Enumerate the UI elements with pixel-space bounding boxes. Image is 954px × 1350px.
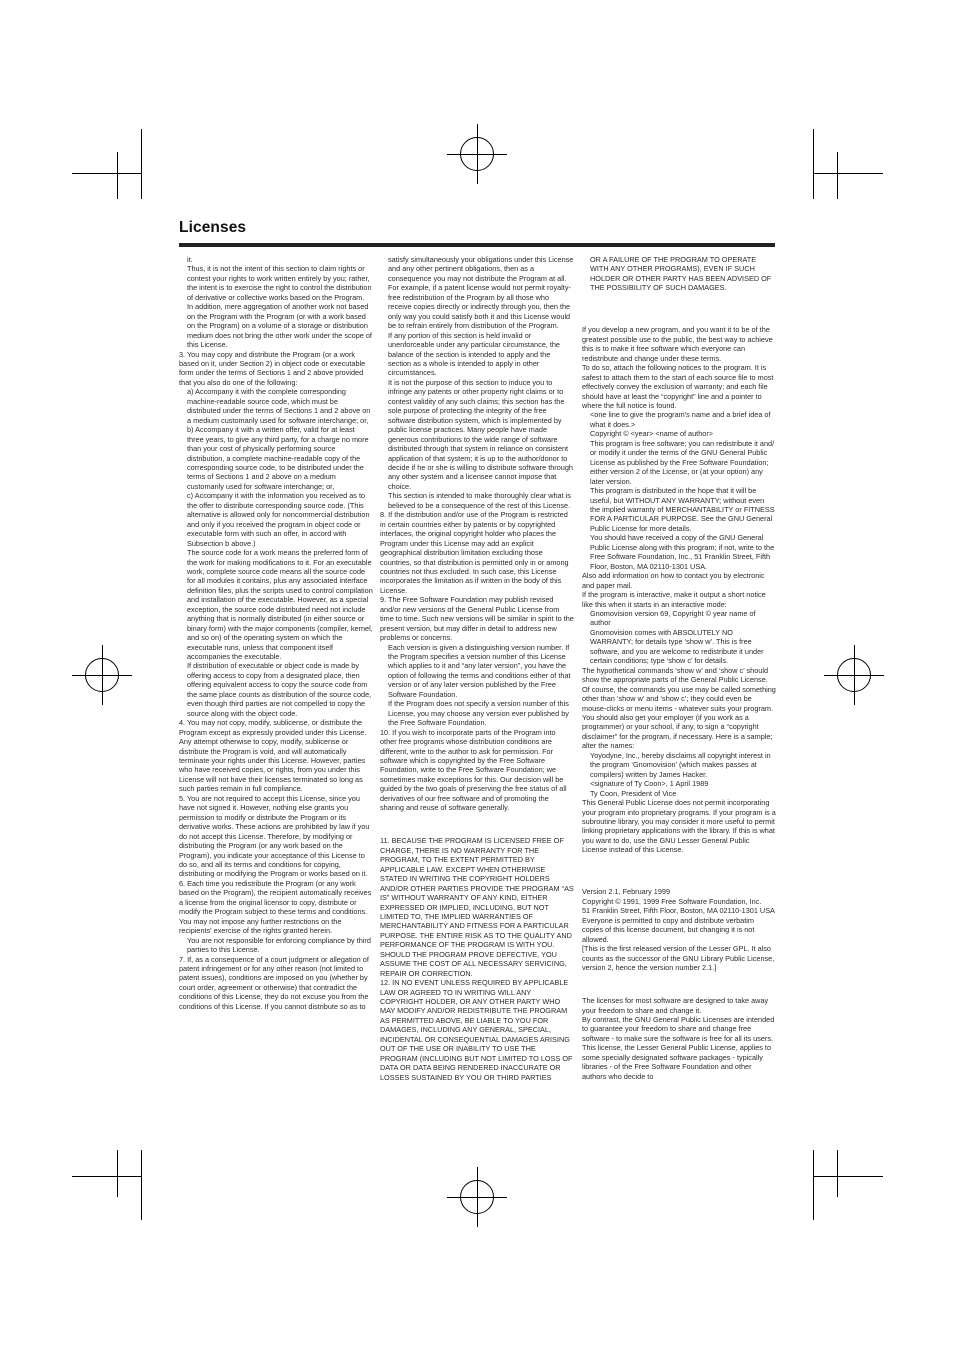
license-paragraph: 8. If the distribution and/or use of the Program is restricted in certain countries either by patents or by copyrighted interfaces, the original copyright holder who places the Program under this License may add an explicit geographical distribution limitation excluding those countries, so that distribution is permitted only in or among countries not thus excluded. In such case, this License incorporates the limitation as if written in the body of this License. (380, 510, 571, 595)
license-paragraph: To do so, attach the following notices to the program. It is safest to attach them to the start of each source file to most effectively convey the exclusion of warranty; and each file should have at least the “copyright” line and a pointer to where the full notice is found. (582, 363, 776, 411)
paragraph-gap (582, 862, 776, 880)
license-paragraph: Copyright © 1991, 1999 Free Software Foundation, Inc. (582, 896, 762, 906)
crop-mark (813, 173, 883, 174)
crop-mark (141, 129, 142, 199)
license-paragraph: The hypothetical commands ‘show w’ and ‘show c’ should show the appropriate parts of the General Public License. Of course, the commands you use may be called something other than ‘show w’ and ‘show c’; they could even be mouse-clicks or menu items - whatever suits your program. (582, 665, 778, 713)
registration-mark (85, 658, 119, 692)
license-paragraph: Gnomovision comes with ABSOLUTELY NO WARRANTY; for details type ‘show w’. This is free software, and you are welcome to redistribute it under certain conditions; type ‘show c’ for details. (590, 627, 766, 666)
license-paragraph: The licenses for most software are designed to take away your freedom to share and change it. (582, 996, 771, 1015)
license-paragraph: 11. BECAUSE THE PROGRAM IS LICENSED FREE OF CHARGE, THERE IS NO WARRANTY FOR THE PROGRAM, TO THE EXTENT PERMITTED BY APPLICABLE LAW. EXCEPT WHEN OTHERWISE STATED IN WRITING THE COPYRIGHT HOLDERS AND/OR OTHER PARTIES PROVIDE THE PROGRAM “AS IS” WITHOUT WARRANTY OF ANY KIND, EITHER EXPRESSED OR IMPLIED, INCLUDING, BUT NOT LIMITED TO, THE IMPLIED WARRANTIES OF MERCHANTABILITY AND FITNESS FOR A PARTICULAR PURPOSE. THE ENTIRE RISK AS TO THE QUALITY AND PERFORMANCE OF THE PROGRAM IS WITH YOU. SHOULD THE PROGRAM PROVE DEFECTIVE, YOU ASSUME THE COST OF ALL NECESSARY SERVICING, REPAIR OR CORRECTION. (380, 836, 576, 978)
license-paragraph: This program is free software; you can redistribute it and/ or modify it under the terms of the GNU General Public License as published by the Free Software Foundation; either version 2 of the License, or (at your option) any later version. (590, 438, 777, 486)
license-paragraph: Gnomovision version 69, Copyright © year name of author (590, 609, 758, 628)
license-paragraph: In addition, mere aggregation of another work not based on the Program with the Program (or with a work based on the Program) on a volume of a storage or distribution medium does not bring the other work under the scope of this License. (187, 302, 374, 350)
license-paragraph: Thus, it is not the intent of this section to claim rights or contest your rights to work written entirely by you; rather, the intent is to exercise the right to control the distribution of derivative or collective works based on the Program. (187, 264, 374, 302)
license-paragraph: Each version is given a distinguishing version number. If the Program specifies a version number of this License which applies to it and “any later version”, you have the option of following the terms and conditions either of that version or of any later version published by the Free Software Foundation. (388, 642, 573, 699)
license-paragraph: This program is distributed in the hope that it will be useful, but WITHOUT ANY WARRANTY; without even the implied warranty of MERCHANTABILITY or FITNESS FOR A PARTICULAR PURPOSE. See the GNU General Public License for more details. (590, 486, 777, 533)
license-paragraph: c) Accompany it with the information you received as to the offer to distribute corresponding source code. (This alternative is allowed only for noncommercial distribution and only if you received the program in object code or executable form with such an offer, in accord with Subsection b above.) (187, 491, 372, 548)
license-paragraph: If the Program does not specify a version number of this License, you may choose any version ever published by the Free Software Foundation. (388, 699, 571, 728)
crop-mark (117, 152, 118, 199)
page-title: Licenses (179, 219, 247, 236)
license-paragraph: 4. You may not copy, modify, sublicense, or distribute the Program except as expressly provided under this License. Any attempt otherwise to copy, modify, sublicense or distribute the Program is void, and will automatically terminate your rights under this License. However, parties who have received copies, or rights, from you under this License will not have their licenses terminated so long as such parties remain in full compliance. (179, 718, 369, 794)
license-paragraph: You should also get your employer (if you work as a programmer) or your school, if any, to sign a “copyright disclaimer” for the program, if necessary. Here is a sample; alter the names: (582, 712, 775, 751)
license-paragraph: 6. Each time you redistribute the Program (or any work based on the Program), the recipient automatically receives a license from the original licensor to copy, distribute or modify the Program subject to these terms and conditions. You may not impose any further restrictions on the recipients' exercise of the rights granted herein. (179, 878, 374, 936)
license-paragraph: it. (187, 255, 193, 264)
crop-mark (813, 1176, 883, 1177)
registration-mark (460, 1180, 494, 1214)
license-paragraph: The source code for a work means the preferred form of the work for making modifications to it. For an executable work, complete source code means all the source code for all modules it contains, plus any associated interface definition files, plus the scripts used to control compilation and installation of the executable. However, as a special exception, the source code distributed need not include anything that is normally distributed (in either source or binary form) with the major components (compiler, kernel, and so on) of the operating system on which the executable runs, unless that component itself accompanies the executable. (187, 548, 375, 662)
crop-mark (72, 1176, 142, 1177)
title-rule (179, 243, 775, 247)
text-column-2 (380, 255, 574, 1082)
crop-mark (72, 173, 142, 174)
license-paragraph: If distribution of executable or object code is made by offering access to copy from a designated place, then offering equivalent access to copy the source code from the same place counts as distribution of the source code, even though third parties are not compelled to copy the source along with the object code. (187, 661, 374, 718)
license-paragraph: By contrast, the GNU General Public Licenses are intended to guarantee your freedom to share and change free software - to make sure the software is free for all its users. This license, the Lesser General Public License, applies to some specially designated software packages - typically libraries - of the Free Software Foundation and other authors who decide to (582, 1014, 777, 1081)
paragraph-gap (380, 820, 574, 829)
crop-mark (141, 1150, 142, 1220)
license-paragraph: It is not the purpose of this section to induce you to infringe any patents or other property right claims or to contest validity of any such claims; this section has the sole purpose of protecting the integrity of the free software distribution system, which is implemented by public license practices. Many people have made generous contributions to the wide range of software distributed through that system in reliance on consistent application of that system; it is up to the author/donor to decide if he or she is willing to distribute software through any other system and a licensee cannot impose that choice. (388, 377, 575, 491)
license-paragraph: 5. You are not required to accept this License, since you have not signed it. However, nothing else grants you permission to modify or distribute the Program or its derivative works. These actions are prohibited by law if you do not accept this License. Therefore, by modifying or distributing the Program (or any work based on the Program), you indicate your acceptance of this License to do so, and all its terms and conditions for copying, distributing or modifying the Program or works based on it. (179, 793, 372, 879)
license-paragraph: 51 Franklin Street, Fifth Floor, Boston, MA 02110-1301 USA (582, 906, 775, 916)
license-paragraph: Everyone is permitted to copy and distribute verbatim copies of this license document, but changing it is not allowed. (582, 915, 757, 944)
crop-mark (837, 1150, 838, 1197)
crop-mark (813, 1150, 814, 1220)
paragraph-gap (582, 300, 776, 318)
license-paragraph: You are not responsible for enforcing compliance by third parties to this License. (187, 935, 373, 955)
registration-mark (460, 137, 494, 171)
license-paragraph: This General Public License does not permit incorporating your program into proprietary programs. If your program is a subroutine library, you may consider it more useful to permit linking proprietary applications with the library. If this is what you want to do, use the GNU Lesser General Public License instead of this License. (582, 798, 778, 855)
crop-mark (837, 152, 838, 199)
license-paragraph: This section is intended to make thoroughly clear what is believed to be a consequence of the rest of this License. (388, 491, 573, 510)
license-paragraph: You should have received a copy of the GNU General Public License along with this program; if not, write to the Free Software Foundation, Inc., 51 Franklin Street, Fifth Floor, Boston, MA 02110-1301 USA. (590, 533, 777, 571)
license-paragraph: Yoyodyne, Inc., hereby disclaims all copyright interest in the program ‘Gnomovision’ (which makes passes at compilers) written by James Hacker. (590, 750, 773, 779)
license-paragraph: Version 2.1, February 1999 (582, 887, 671, 897)
license-paragraph: b) Accompany it with a written offer, valid for at least three years, to give any third party, for a charge no more than your cost of physically performing source distribution, a complete machine-readable copy of the corresponding source code, to be distributed under the terms of Sections 1 and 2 above on a medium customarily used for software interchange; or, (187, 425, 371, 491)
text-column-3 (582, 255, 776, 1081)
license-paragraph: Also add information on how to contact you by electronic and paper mail. (582, 571, 767, 590)
license-paragraph: If any portion of this section is held invalid or unenforceable under any particular circumstance, the balance of the section is intended to apply and the section as a whole is intended to apply in other circumstances. (388, 330, 563, 378)
registration-mark (837, 658, 871, 692)
license-paragraph: 3. You may copy and distribute the Program (or a work based on it, under Section 2) in object code or executable form under the terms of Sections 1 and 2 above provided that you also do one of the following: (179, 349, 368, 387)
paragraph-gap (582, 980, 776, 989)
text-column-1 (179, 255, 373, 1011)
license-paragraph: a) Accompany it with the complete corresponding machine-readable source code, which must be distributed under the terms of Sections 1 and 2 above on a medium customarily used for software interchange; or, (187, 387, 373, 425)
license-paragraph: <signature of Ty Coon>, 1 April 1989 (590, 779, 709, 789)
license-paragraph: If the program is interactive, make it output a short notice like this when it starts in an interactive mode: (582, 590, 768, 609)
crop-mark (813, 129, 814, 199)
license-paragraph: Ty Coon, President of Vice (590, 788, 677, 798)
license-paragraph: Copyright © <year> <name of author> (590, 429, 714, 439)
license-paragraph: OR A FAILURE OF THE PROGRAM TO OPERATE WITH ANY OTHER PROGRAMS), EVEN IF SUCH HOLDER OR OTHER PARTY HAS BEEN ADVISED OF THE POSSIBILITY OF SUCH DAMAGES. (590, 255, 774, 293)
license-paragraph: 10. If you wish to incorporate parts of the Program into other free programs whose distribution conditions are different, write to the author to ask for permission. For software which is copyrighted by the Free Software Foundation, write to the Free Software Foundation; we sometimes make exceptions for this. Our decision will be guided by the two goals of preserving the free status of all derivatives of our free software and of promoting the sharing and reuse of software generally. (380, 727, 569, 813)
license-paragraph: 7. If, as a consequence of a court judgment or allegation of patent infringement or for any other reason (not limited to patent issues), conditions are imposed on you (whether by court order, agreement or otherwise) that contradict the conditions of this License, they do not excuse you from the conditions of this License. If you cannot distribute so as to (179, 954, 371, 1011)
license-paragraph: [This is the first released version of the Lesser GPL. It also counts as the successor of the GNU Library Public License, version 2, hence the version number 2.1.] (582, 944, 777, 972)
license-paragraph: If you develop a new program, and you want it to be of the greatest possible use to the public, the best way to achieve this is to make it free software which everyone can redistribute and change under these terms. (582, 325, 775, 363)
license-paragraph: <one line to give the program's name and a brief idea of what it does.> (590, 410, 773, 429)
license-paragraph: 9. The Free Software Foundation may publish revised and/or new versions of the General Public License from time to time. Such new versions will be similar in spirit to the present version, but may differ in detail to address new problems or concerns. (380, 595, 576, 643)
license-paragraph: 12. IN NO EVENT UNLESS REQUIRED BY APPLICABLE LAW OR AGREED TO IN WRITING WILL ANY COPYRIGHT HOLDER, OR ANY OTHER PARTY WHO MAY MODIFY AND/OR REDISTRIBUTE THE PROGRAM AS PERMITTED ABOVE, BE LIABLE TO YOU FOR DAMAGES, INCLUDING ANY GENERAL, SPECIAL, INCIDENTAL OR CONSEQUENTIAL DAMAGES ARISING OUT OF THE USE OR INABILITY TO USE THE PROGRAM (INCLUDING BUT NOT LIMITED TO LOSS OF DATA OR DATA BEING RENDERED INACCURATE OR LOSSES SUSTAINED BY YOU OR THIRD PARTIES (380, 978, 575, 1082)
crop-mark (117, 1150, 118, 1197)
license-paragraph: satisfy simultaneously your obligations under this License and any other pertinent obligations, then as a consequence you may not distribute the Program at all. For example, if a patent license would not permit royalty-free redistribution of the Program by all those who receive copies directly or indirectly through you, then the only way you could satisfy both it and this License would be to refrain entirely from distribution of the Program. (388, 255, 576, 331)
